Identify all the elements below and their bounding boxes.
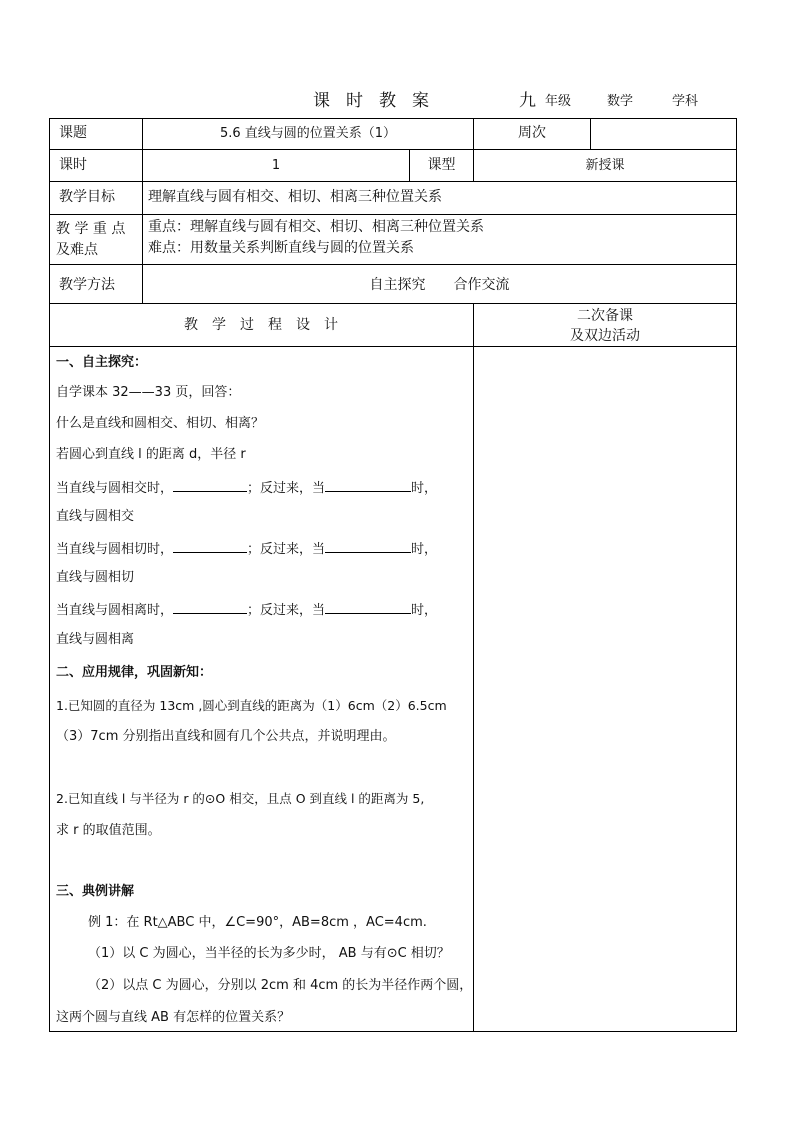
process-heading: 教 学 过 程 设 计	[184, 317, 338, 333]
col-divider	[590, 118, 591, 149]
text-segment: ；反过来，当	[247, 603, 326, 618]
answer-blank[interactable]	[173, 538, 247, 553]
page-header	[0, 86, 794, 112]
answer-blank[interactable]	[325, 538, 411, 553]
text-segment: 时，	[411, 542, 438, 557]
row-divider	[49, 149, 737, 150]
key-points-label-2: 及难点	[56, 242, 98, 258]
example-1-part-2: （2）以点 C 为圆心，分别以 2cm 和 4cm 的长为半径作两个圆，	[88, 978, 473, 993]
col-divider	[473, 303, 474, 1031]
lesson-plan-table	[49, 118, 737, 1032]
question-2-cont: 求 r 的取值范围。	[56, 823, 161, 838]
period-label: 课时	[59, 157, 87, 173]
text-line: 直线与圆相交	[56, 509, 135, 524]
example-1: 例 1：在 Rt△ABC 中，∠C=90°，AB=8cm ，AC=4cm.	[88, 915, 427, 930]
method-value: 自主探究 合作交流	[369, 277, 510, 293]
lesson-type-label: 课型	[427, 157, 456, 173]
second-prep-heading-2: 及双边活动	[570, 328, 640, 344]
text-segment: 当直线与圆相离时，	[56, 603, 174, 618]
goal-label: 教学目标	[59, 189, 115, 205]
answer-blank[interactable]	[325, 599, 411, 614]
row-divider	[49, 214, 737, 215]
answer-blank[interactable]	[173, 599, 247, 614]
text-segment: 时，	[411, 481, 438, 496]
text-line: 自学课本 32——33 页，回答：	[56, 385, 241, 400]
section-2-title: 二、应用规律，巩固新知：	[56, 665, 213, 680]
example-1-part-2-cont: 这两个圆与直线 AB 有怎样的位置关系？	[56, 1010, 291, 1025]
text-line: 若圆心到直线 l 的距离 d，半径 r	[56, 447, 246, 462]
lesson-type-value: 新授课	[585, 158, 625, 173]
section-1-title: 一、自主探究：	[56, 355, 148, 370]
question-1: 1.已知圆的直径为 13cm ,圆心到直线的距离为（1）6cm（2）6.5cm	[56, 698, 447, 713]
subject-label: 学科	[672, 94, 699, 109]
section-3-title: 三、典例讲解	[56, 884, 135, 899]
text-segment: 时，	[411, 603, 438, 618]
second-prep-heading: 二次备课	[577, 308, 633, 324]
method-label: 教学方法	[59, 277, 115, 293]
week-label: 周次	[518, 125, 546, 141]
text-line: 直线与圆相离	[56, 632, 135, 647]
topic-label: 课题	[59, 125, 87, 141]
question-2: 2.已知直线 l 与半径为 r 的⊙O 相交，且点 O 到直线 l 的距离为 5,	[56, 791, 425, 806]
grade-label: 年级	[545, 94, 572, 109]
answer-blank[interactable]	[173, 477, 247, 492]
goal-value: 理解直线与圆有相交、相切、相离三种位置关系	[148, 189, 442, 205]
topic-value: 5.6 直线与圆的位置关系（1）	[219, 126, 397, 141]
text-segment: 当直线与圆相交时，	[56, 481, 174, 496]
table-border-right	[736, 118, 737, 1032]
question-1-cont: （3）7cm 分别指出直线和圆有几个公共点，并说明理由。	[56, 729, 396, 744]
fill-in-line	[56, 599, 437, 620]
key-point: 重点：理解直线与圆有相交、相切、相离三种位置关系	[148, 219, 484, 235]
table-border-top	[49, 118, 737, 119]
table-border-bottom	[49, 1031, 737, 1032]
row-divider	[49, 346, 737, 347]
period-value: 1	[271, 158, 281, 173]
answer-blank[interactable]	[325, 477, 411, 492]
text-line: 直线与圆相切	[56, 570, 135, 585]
text-line: 什么是直线和圆相交、相切、相离？	[56, 416, 265, 431]
fill-in-line	[56, 477, 437, 498]
text-segment: 当直线与圆相切时，	[56, 542, 174, 557]
difficult-point: 难点：用数量关系判断直线与圆的位置关系	[148, 240, 414, 256]
key-points-label: 教 学 重 点	[56, 221, 126, 237]
fill-in-line	[56, 538, 437, 559]
grade-number: 九	[519, 91, 536, 111]
example-1-part-1: （1）以 C 为圆心，当半径的长为多少时， AB 与有⊙C 相切？	[88, 946, 450, 961]
row-divider	[49, 264, 737, 265]
subject: 数学	[607, 94, 634, 109]
page-title: 课时教案	[313, 91, 445, 111]
text-segment: ；反过来，当	[247, 542, 326, 557]
row-divider	[49, 303, 737, 304]
table-border-left	[49, 118, 50, 1032]
row-divider	[49, 181, 737, 182]
text-segment: ；反过来，当	[247, 481, 326, 496]
